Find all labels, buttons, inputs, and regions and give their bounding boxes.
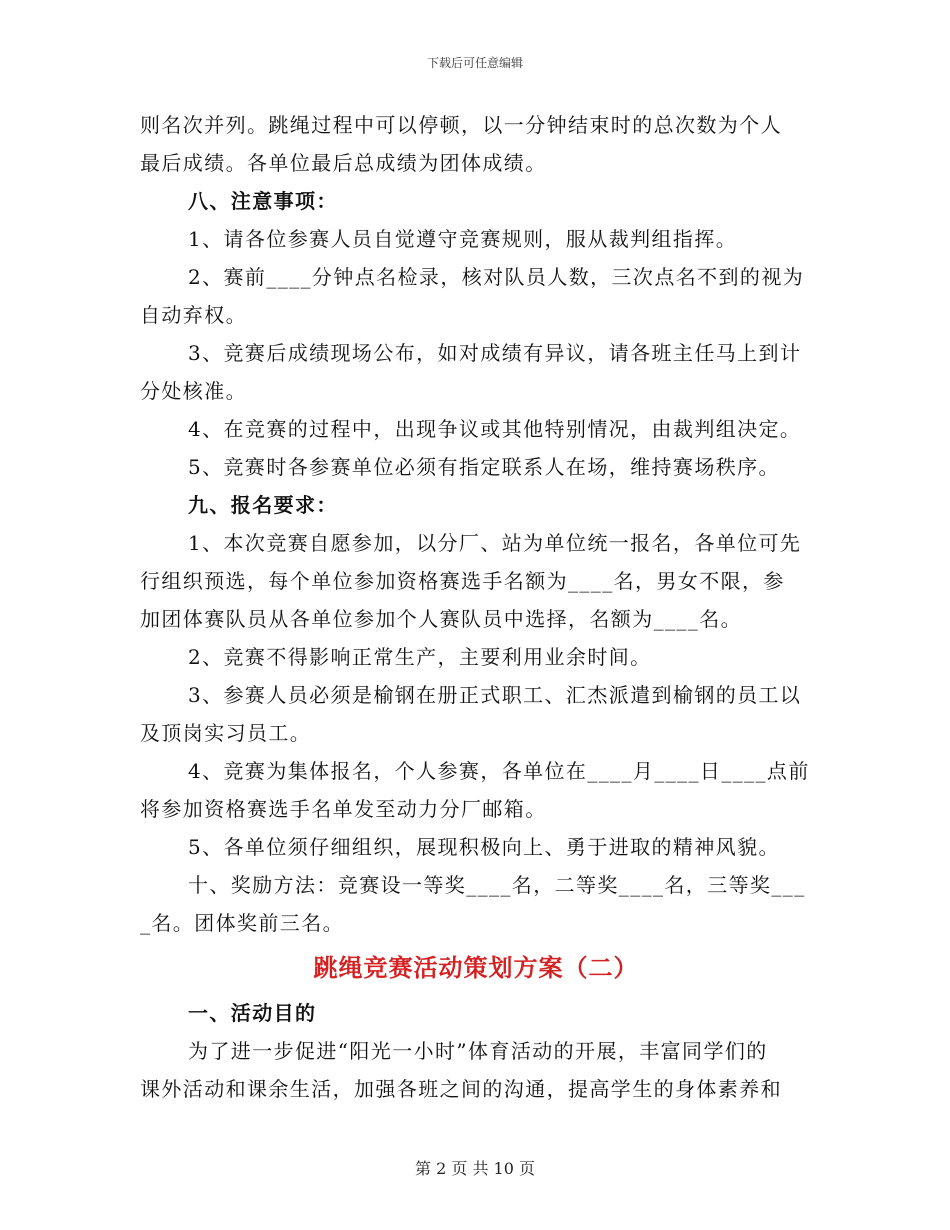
paragraph-line: 将参加资格赛选手名单发至动力分厂邮箱。 bbox=[140, 797, 547, 821]
paragraph-line: 5、竞赛时各参赛单位必须有指定联系人在场，维持赛场秩序。 bbox=[188, 455, 780, 479]
paragraph-line: 3、竞赛后成绩现场公布，如对成绩有异议，请各班主任马上到计 bbox=[188, 341, 802, 365]
paragraph-line: 1、本次竞赛自愿参加，以分厂、站为单位统一报名，各单位可先 bbox=[188, 531, 802, 555]
paragraph-line: 1、请各位参赛人员自觉遵守竞赛规则，服从裁判组指挥。 bbox=[188, 227, 738, 251]
paragraph-line: 及顶岗实习员工。 bbox=[140, 721, 312, 745]
paragraph-line: 自动弃权。 bbox=[140, 303, 247, 327]
paragraph-line: 课外活动和课余生活，加强各班之间的沟通，提高学生的身体素养和 bbox=[140, 1077, 782, 1101]
section-heading: 九、报名要求： bbox=[188, 493, 338, 517]
paragraph-line: 3、参赛人员必须是榆钢在册正式职工、汇杰派遣到榆钢的员工以 bbox=[188, 683, 802, 707]
paragraph-line: 2、赛前____分钟点名检录，核对队员人数，三次点名不到的视为 bbox=[188, 265, 805, 289]
paragraph-line: 4、竞赛为集体报名，个人参赛，各单位在____月____日____点前 bbox=[188, 759, 810, 783]
section-heading: 一、活动目的 bbox=[188, 1001, 317, 1025]
paragraph-line: 则名次并列。跳绳过程中可以停顿，以一分钟结束时的总次数为个人 bbox=[140, 113, 782, 137]
paragraph-line: 十、奖励方法：竞赛设一等奖____名，二等奖____名，三等奖___ bbox=[188, 873, 806, 897]
document-body bbox=[140, 106, 812, 1108]
paragraph-line: 加团体赛队员从各单位参加个人赛队员中选择，名额为____名。 bbox=[140, 607, 742, 631]
section-heading: 八、注意事项： bbox=[188, 189, 338, 213]
paragraph-line: 4、在竞赛的过程中，出现争议或其他特别情况，由裁判组决定。 bbox=[188, 417, 802, 441]
paragraph-line: 5、各单位须仔细组织，展现积极向上、勇于进取的精神风貌。 bbox=[188, 835, 780, 859]
section-lines bbox=[140, 994, 812, 1108]
paragraph-line: 为了进一步促进“阳光一小时”体育活动的开展，丰富同学们的 bbox=[188, 1039, 768, 1063]
page-footer: 第 2 页 共 10 页 bbox=[415, 1159, 535, 1178]
paragraph-line: 最后成绩。各单位最后总成绩为团体成绩。 bbox=[140, 151, 547, 175]
section-title: 跳绳竞赛活动策划方案（二） bbox=[313, 954, 639, 982]
body-lines bbox=[140, 106, 812, 942]
paragraph-line: _名。团体奖前三名。 bbox=[140, 911, 344, 935]
paragraph-line: 行组织预选，每个单位参加资格赛选手名额为____名，男女不限，参 bbox=[140, 569, 785, 593]
page-header: 下载后可任意编辑 bbox=[426, 56, 523, 70]
paragraph-line: 分处核准。 bbox=[140, 379, 247, 403]
paragraph-line: 2、竞赛不得影响正常生产，主要利用业余时间。 bbox=[188, 645, 652, 669]
